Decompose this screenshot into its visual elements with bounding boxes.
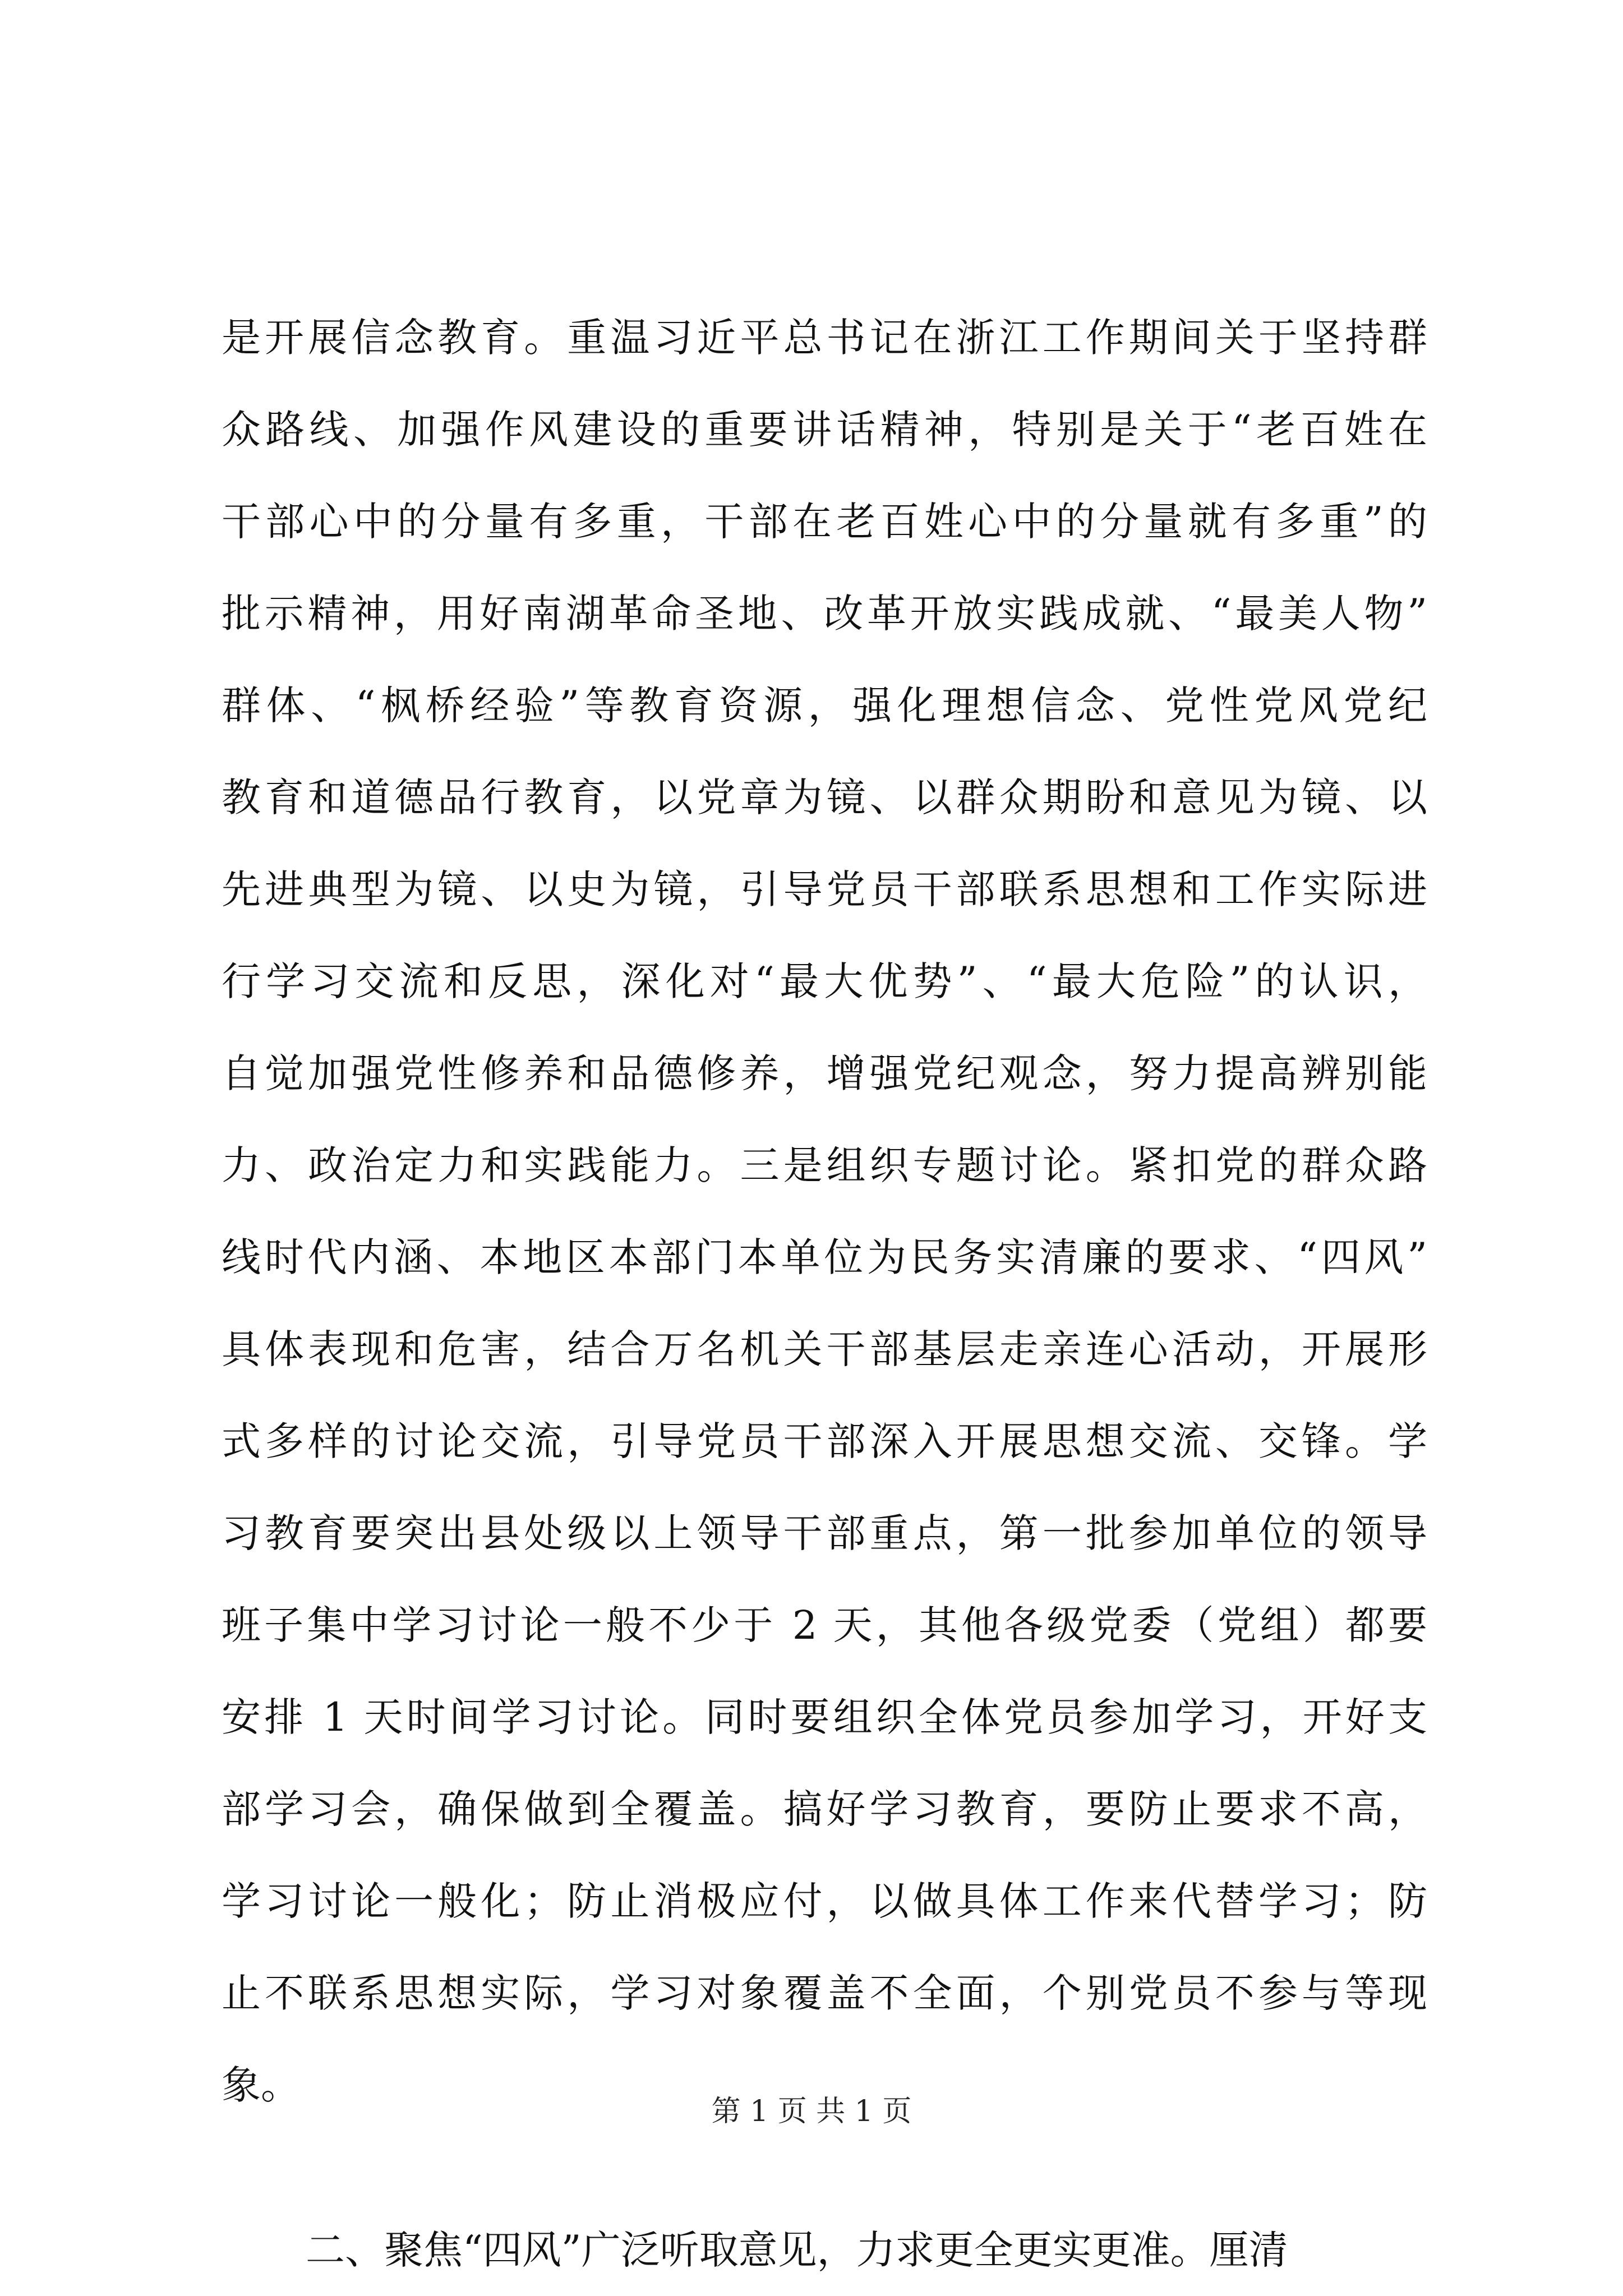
- text-line: 线时代内涵、本地区本部门本单位为民务实清廉的要求、“四风”: [222, 1234, 1427, 1280]
- text-line: 干部心中的分量有多重，干部在老百姓心中的分量就有多重”的: [222, 499, 1427, 545]
- text-line: 学习讨论一般化；防止消极应付，以做具体工作来代替学习；防: [222, 1878, 1427, 1924]
- text-line: 自觉加强党性修养和品德修养，增强党纪观念，努力提高辨别能: [222, 1050, 1427, 1096]
- text-line: 行学习交流和反思，深化对“最大优势”、“最大危险”的认识，: [222, 958, 1427, 1004]
- text-line: 二、聚焦“四风”广泛听取意见，力求更全更实更准。厘清: [306, 2227, 1288, 2273]
- text-line: 班子集中学习讨论一般不少于 2 天，其他各级党委（党组）都要: [222, 1602, 1427, 1648]
- text-line: 象。: [222, 2062, 300, 2108]
- text-line: 教育和道德品行教育，以党章为镜、以群众期盼和意见为镜、以: [222, 774, 1427, 820]
- text-line: 是开展信念教育。重温习近平总书记在浙江工作期间关于坚持群: [222, 315, 1427, 361]
- text-line: 具体表现和危害，结合万名机关干部基层走亲连心活动，开展形: [222, 1326, 1427, 1372]
- text-line: 止不联系思想实际，学习对象覆盖不全面，个别党员不参与等现: [222, 1970, 1427, 2016]
- text-line: 习教育要突出县处级以上领导干部重点，第一批参加单位的领导: [222, 1510, 1427, 1556]
- text-line: 安排 1 天时间学习讨论。同时要组织全体党员参加学习，开好支: [222, 1694, 1427, 1740]
- body-text: [222, 292, 1427, 2296]
- page-number-label: 第 1 页 共 1 页: [711, 2095, 912, 2128]
- text-line: 式多样的讨论交流，引导党员干部深入开展思想交流、交锋。学: [222, 1418, 1427, 1464]
- text-line: 批示精神，用好南湖革命圣地、改革开放实践成就、“最美人物”: [222, 591, 1427, 637]
- text-line: 力、政治定力和实践能力。三是组织专题讨论。紧扣党的群众路: [222, 1142, 1427, 1188]
- text-line: 先进典型为镜、以史为镜，引导党员干部联系思想和工作实际进: [222, 866, 1427, 912]
- text-line: 部学习会，确保做到全覆盖。搞好学习教育，要防止要求不高，: [222, 1786, 1427, 1832]
- page-footer: [0, 2092, 1623, 2131]
- text-line: 群体、“枫桥经验”等教育资源，强化理想信念、党性党风党纪: [222, 683, 1427, 729]
- paragraph-2: [222, 2204, 1427, 2296]
- text-line: 众路线、加强作风建设的重要讲话精神，特别是关于“老百姓在: [222, 407, 1427, 453]
- paragraph-1: [222, 292, 1427, 2131]
- paragraph-spacer: [222, 2131, 1427, 2204]
